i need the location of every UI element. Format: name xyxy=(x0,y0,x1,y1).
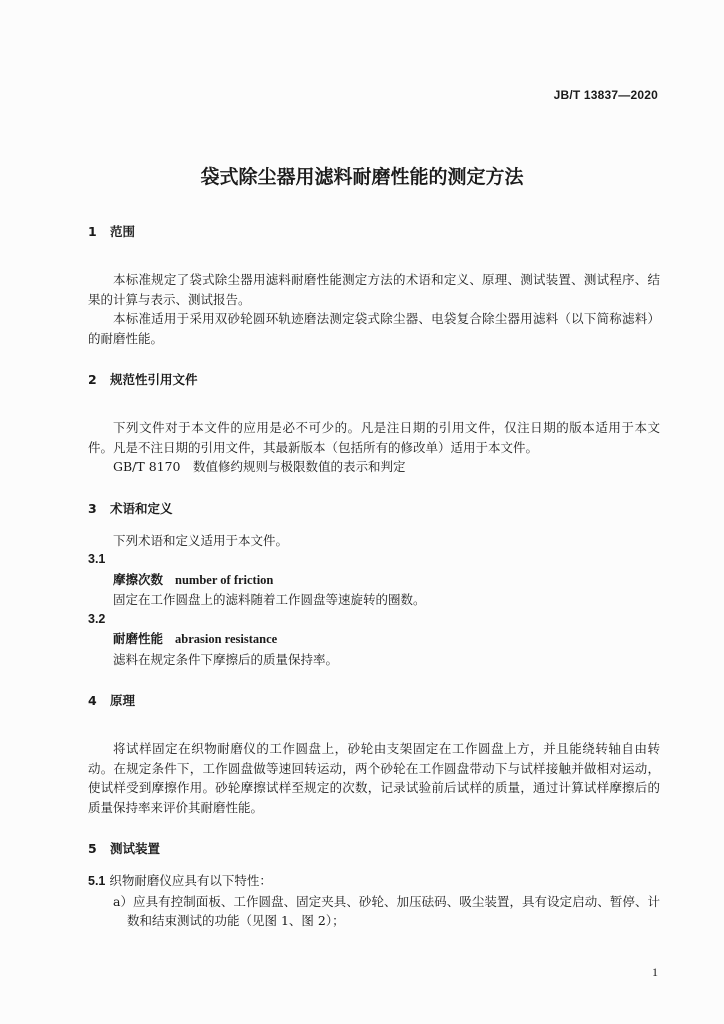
subclause-text: 织物耐磨仪应具有以下特性： xyxy=(109,873,272,888)
section-number: 4 xyxy=(88,693,97,708)
term-chinese: 耐磨性能 xyxy=(113,631,164,646)
paragraph: 下列文件对于本文件的应用是必不可少的。凡是注日期的引用文件，仅注日期的版本适用于本文件。凡是不注日期的引用文件，其最新版本（包括所有的修改单）适用于本文件。 xyxy=(88,420,660,455)
section-heading-3 xyxy=(88,499,660,519)
section-heading-4 xyxy=(88,691,660,711)
standard-code: JB/T 13837—2020 xyxy=(553,88,658,102)
paragraph: 本标准适用于采用双砂轮圆环轨迹磨法测定袋式除尘器、电袋复合除尘器用滤料（以下简称滤料）的耐磨性能。 xyxy=(88,311,660,346)
term-definition: 固定在工作圆盘上的滤料随着工作圆盘等速旋转的圈数。 xyxy=(113,592,426,607)
section-title: 术语和定义 xyxy=(110,500,173,516)
term-number: 3.2 xyxy=(88,611,106,626)
section-number: 5 xyxy=(88,841,97,856)
document-body xyxy=(88,222,660,931)
section-heading-1 xyxy=(88,222,660,242)
section-title: 测试装置 xyxy=(110,841,161,856)
paragraph: 将试样固定在织物耐磨仪的工作圆盘上，砂轮由支架固定在工作圆盘上方，并且能绕转轴自由转动。在规定条件下，工作圆盘做等速回转运动，两个砂轮在工作圆盘带动下与试样接触并做相对运动，使试样受到摩擦作用。砂轮摩擦试样至规定的次数，记录试验前后试样的质量，通过计算试样摩擦后的质量保持率来评价其耐磨性能。 xyxy=(88,741,660,815)
section-title: 原理 xyxy=(110,693,136,708)
subclause-number: 5.1 xyxy=(88,874,106,888)
term-chinese: 摩擦次数 xyxy=(113,571,164,587)
list-item: a）应具有控制面板、工作圆盘、固定夹具、砂轮、加压砝码、吸尘装置，具有设定启动、暂停、计数和结束测试的功能（见图 1、图 2）； xyxy=(113,893,660,928)
section-number: 1 xyxy=(88,224,97,239)
section-number: 3 xyxy=(88,500,97,516)
term-english: abrasion resistance xyxy=(175,632,278,646)
paragraph: 下列术语和定义适用于本文件。 xyxy=(113,532,289,548)
document-title: 袋式除尘器用滤料耐磨性能的测定方法 xyxy=(200,166,524,188)
section-heading-2 xyxy=(88,370,660,390)
term-definition: 滤料在规定条件下摩擦后的质量保持率。 xyxy=(113,651,339,667)
normative-reference: GB/T 8170 数值修约规则与极限数值的表示和判定 xyxy=(113,459,406,474)
paragraph: 本标准规定了袋式除尘器用滤料耐磨性能测定方法的术语和定义、原理、测试装置、测试程序、结果的计算与表示、测试报告。 xyxy=(88,272,660,307)
term-heading xyxy=(88,570,660,591)
term-english: number of friction xyxy=(175,572,274,587)
subclause-5-1 xyxy=(88,871,660,892)
page-number: 1 xyxy=(652,965,658,979)
term-heading xyxy=(88,629,660,650)
section-number: 2 xyxy=(88,372,97,387)
section-title: 规范性引用文件 xyxy=(110,372,198,387)
term-number: 3.1 xyxy=(88,552,106,566)
section-title: 范围 xyxy=(110,224,136,239)
section-heading-5 xyxy=(88,839,660,859)
